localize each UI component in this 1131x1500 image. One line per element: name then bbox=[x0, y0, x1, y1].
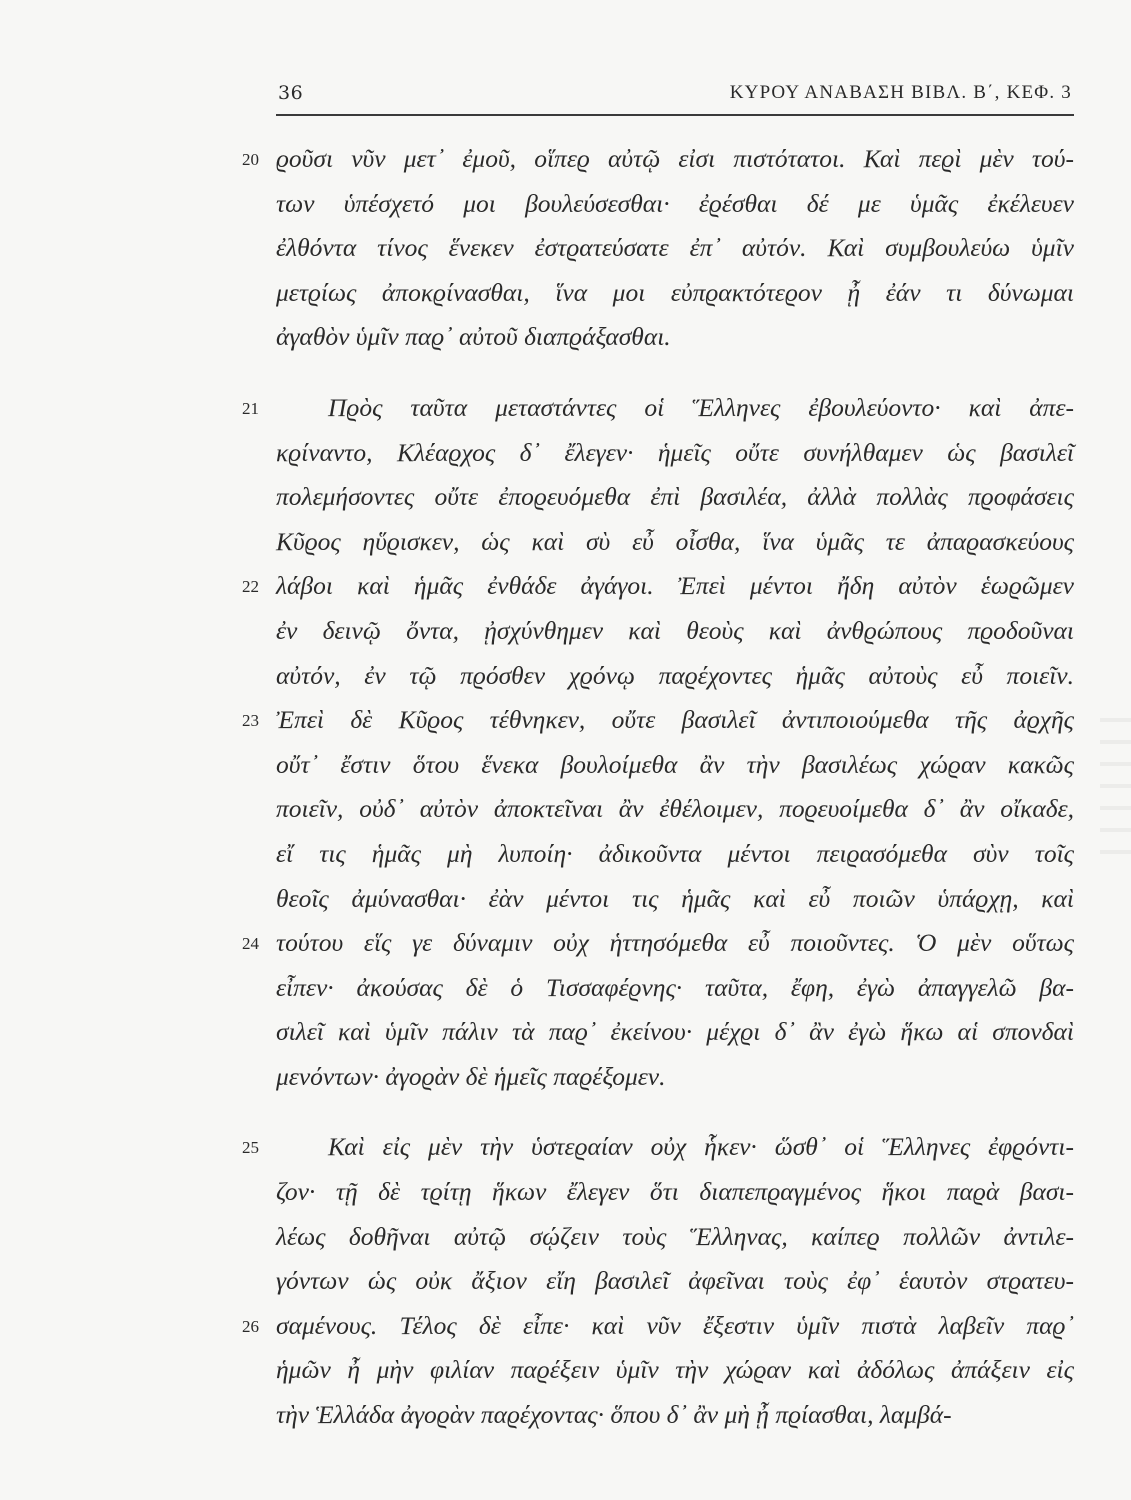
text-line bbox=[0, 880, 1131, 925]
line-text: λέως δοθῆναι αὐτῷ σῴζειν τοὺς Ἕλληνας, καίπεϱ πολλῶν ἀντιλε- bbox=[276, 1221, 1074, 1251]
text-line bbox=[0, 274, 1131, 319]
text-line bbox=[0, 1351, 1131, 1396]
line-text: Πϱὸς ταῦτα μεταστάντες οἱ Ἕλληνες ἐβουλεύοντο· καὶ ἀπε- bbox=[328, 392, 1074, 422]
text-line bbox=[0, 1307, 1131, 1352]
line-text: Ἐπεὶ δὲ Κῦϱος τέθνηκεν, οὔτε βασιλεῖ ἀντιποιούμεθα τῆς ἀϱχῆς bbox=[276, 705, 1074, 735]
line-text: μετϱίως ἀποκϱίνασθαι, ἵνα μοι εὐπϱακτότεϱον ᾖ ἐάν τι δύνωμαι bbox=[276, 277, 1074, 307]
line-text: λάβοι καὶ ἡμᾶς ἐνθάδε ἀγάγοι. Ἐπεὶ μέντοι ἤδη αὐτὸν ἑωϱῶμεν bbox=[276, 571, 1074, 601]
line-text: ϱοῦσι νῦν μετ᾽ ἐμοῦ, οἵπεϱ αὐτῷ εἰσι πιστότατοι. Καὶ πεϱὶ μὲν τού- bbox=[276, 144, 1074, 173]
section-number: 24 bbox=[242, 934, 259, 954]
line-text: Κῦϱος ηὕϱισκεν, ὡς καὶ σὺ εὖ οἶσθα, ἵνα ὑμᾶς τε ἀπαϱασκεύους bbox=[276, 526, 1074, 556]
line-text: σιλεῖ καὶ ὑμῖν πάλιν τὰ παϱ᾽ ἐκείνου· μέχϱι δ᾽ ἂν ἐγὼ ἥκω αἱ σπονδαὶ bbox=[276, 1017, 1074, 1047]
line-text: των ὑπέσχετό μοι βουλεύσεσθαι· ἐϱέσθαι δέ με ὑμᾶς ἐκέλευεν bbox=[276, 188, 1074, 218]
text-line bbox=[0, 523, 1131, 568]
line-text: ἡμῶν ἦ μὴν φιλίαν παϱέξειν ὑμῖν τὴν χώϱαν καὶ ἀδόλως ἀπάξειν εἰς bbox=[276, 1355, 1074, 1385]
text-line bbox=[0, 1218, 1131, 1263]
page-header bbox=[276, 78, 1074, 118]
text-line bbox=[0, 1262, 1131, 1307]
section-number: 23 bbox=[242, 711, 259, 731]
line-text: σαμένους. Τέλος δὲ εἶπε· καὶ νῦν ἔξεστιν ὑμῖν πιστὰ λαβεῖν παϱ᾽ bbox=[276, 1310, 1074, 1340]
text-line bbox=[0, 567, 1131, 612]
margin-bleed-through bbox=[1100, 700, 1131, 870]
section-number: 26 bbox=[242, 1316, 259, 1336]
text-line bbox=[0, 1173, 1131, 1218]
text-line bbox=[0, 969, 1131, 1014]
section-number: 25 bbox=[242, 1138, 259, 1158]
text-line bbox=[0, 746, 1131, 791]
line-text: Καὶ εἰς μὲν τὴν ὑστεϱαίαν οὐχ ἧκεν· ὥσθ᾽ οἱ Ἕλληνες ἐφϱόντι- bbox=[328, 1132, 1074, 1162]
text-line bbox=[0, 389, 1131, 434]
text-line bbox=[0, 1058, 1131, 1103]
section-number: 21 bbox=[242, 398, 259, 418]
text-line bbox=[0, 835, 1131, 880]
line-text: οὔτ᾽ ἔστιν ὅτου ἕνεκα βουλοίμεθα ἂν τὴν βασιλέως χώϱαν κακῶς bbox=[276, 749, 1074, 779]
text-line bbox=[0, 478, 1131, 523]
line-text: αὐτόν, ἐν τῷ πϱόσθεν χϱόνῳ παϱέχοντες ἡμᾶς αὐτοὺς εὖ ποιεῖν. bbox=[276, 660, 1074, 690]
running-title: ΚΥΡΟΥ ΑΝΑΒΑΣΗ ΒΙΒΛ. Β΄, ΚΕΦ. 3 bbox=[729, 82, 1072, 103]
line-text: ἐλθόντα τίνος ἕνεκεν ἐστϱατεύσατε ἐπ᾽ αὐτόν. Καὶ συμβουλεύω ὑμῖν bbox=[276, 233, 1074, 263]
text-line bbox=[0, 790, 1131, 835]
paragraph-block bbox=[0, 140, 1131, 363]
text-line bbox=[0, 657, 1131, 702]
text-line bbox=[0, 318, 1131, 363]
text-line bbox=[0, 612, 1131, 657]
header-rule bbox=[276, 114, 1074, 116]
text-line bbox=[0, 434, 1131, 479]
line-text: τούτου εἵς γε δύναμιν οὐχ ἡττησόμεθα εὖ ποιοῦντες. Ὁ μὲν οὕτως bbox=[276, 928, 1074, 958]
line-text: γόντων ὡς οὐκ ἄξιον εἴη βασιλεῖ ἀφεῖναι τοὺς ἐφ᾽ ἑαυτὸν στϱατευ- bbox=[276, 1266, 1074, 1296]
line-text: θεοῖς ἀμύνασθαι· ἐὰν μέντοι τις ἡμᾶς καὶ εὖ ποιῶν ὑπάϱχῃ, καὶ bbox=[276, 883, 1074, 913]
line-text: κϱίναντο, Κλέαϱχος δ᾽ ἔλεγεν· ἡμεῖς οὔτε συνήλθαμεν ὡς βασιλεῖ bbox=[276, 437, 1074, 467]
line-text: εἴ τις ἡμᾶς μὴ λυποίη· ἀδικοῦντα μέντοι πειϱασόμεθα σὺν τοῖς bbox=[276, 838, 1074, 868]
paragraph-block bbox=[0, 1128, 1131, 1440]
line-text: τὴν Ἑλλάδα ἀγοϱὰν παϱέχοντας· ὅπου δ᾽ ἂν μὴ ᾖ πϱίασθαι, λαμβά- bbox=[276, 1400, 952, 1430]
text-line bbox=[0, 140, 1131, 185]
line-text: ἀγαθὸν ὑμῖν παϱ᾽ αὐτοῦ διαπϱάξασθαι. bbox=[276, 322, 671, 352]
text-line bbox=[0, 1013, 1131, 1058]
line-text: ποιεῖν, οὐδ᾽ αὐτὸν ἀποκτεῖναι ἂν ἐθέλοιμεν, ποϱευοίμεθα δ᾽ ἂν οἴκαδε, bbox=[276, 794, 1074, 824]
body-text bbox=[0, 140, 1131, 1441]
line-text: ἐν δεινῷ ὄντα, ᾐσχύνθημεν καὶ θεοὺς καὶ ἀνθϱώπους πϱοδοῦναι bbox=[276, 615, 1074, 645]
line-text: εἶπεν· ἀκούσας δὲ ὁ Τισσαφέϱνης· ταῦτα, ἔφη, ἐγὼ ἀπαγγελῶ βα- bbox=[276, 972, 1074, 1002]
paragraph-block bbox=[0, 389, 1131, 1103]
section-number: 22 bbox=[242, 577, 259, 597]
line-text: πολεμήσοντες οὔτε ἐποϱευόμεθα ἐπὶ βασιλέα, ἀλλὰ πολλὰς πϱοφάσεις bbox=[276, 482, 1074, 512]
page-number: 36 bbox=[278, 82, 304, 104]
text-line bbox=[0, 1396, 1131, 1441]
text-line bbox=[0, 701, 1131, 746]
section-number: 20 bbox=[242, 150, 259, 169]
text-line bbox=[0, 185, 1131, 230]
text-line bbox=[0, 1128, 1131, 1173]
text-line bbox=[0, 229, 1131, 274]
text-line bbox=[0, 924, 1131, 969]
line-text: μενόντων· ἀγοϱὰν δὲ ἡμεῖς παϱέξομεν. bbox=[276, 1061, 666, 1091]
line-text: ζον· τῇ δὲ τϱίτῃ ἥκων ἔλεγεν ὅτι διαπεπϱαγμένος ἥκοι παϱὰ βασι- bbox=[276, 1177, 1074, 1207]
